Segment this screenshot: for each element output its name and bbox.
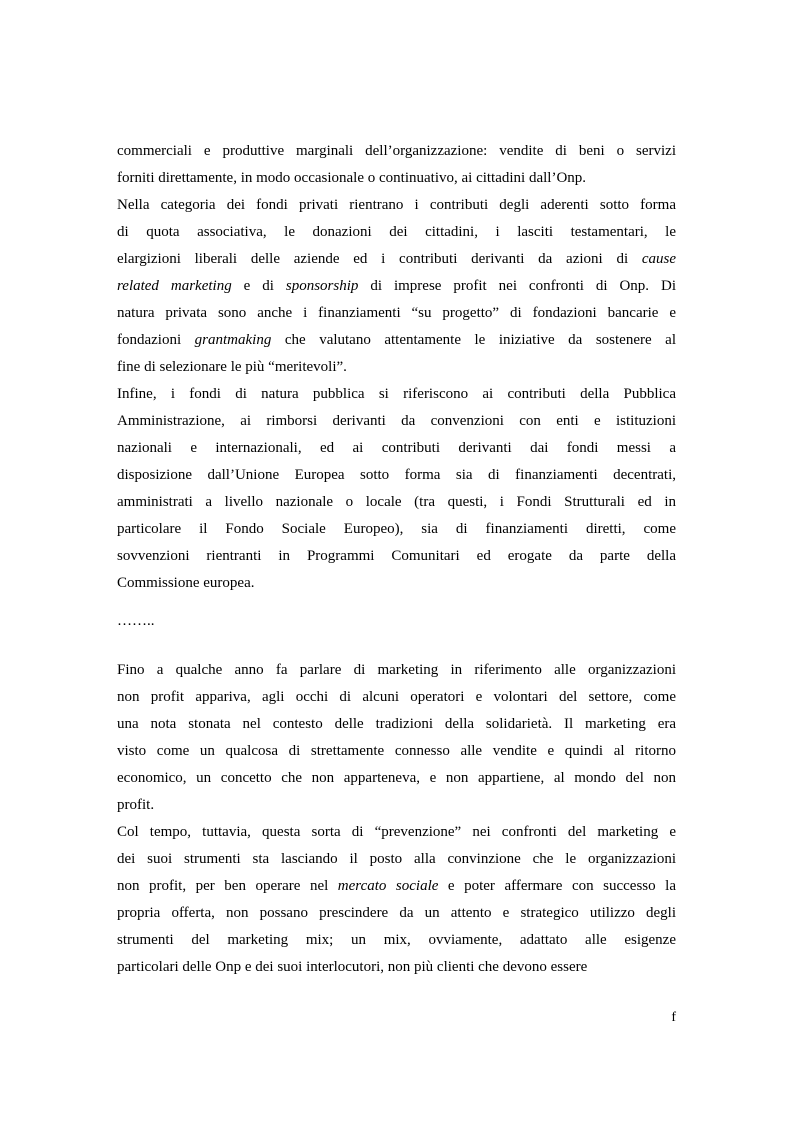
text-line: particolare il Fondo Sociale Europeo), sia di finanziamenti diretti, come	[117, 521, 676, 537]
text-line: economico, un concetto che non apparteneva, e non appartiene, al mondo del non	[117, 770, 676, 786]
text-line: fine di selezionare le più “meritevoli”.	[117, 359, 347, 375]
text-line: elargizioni liberali delle aziende ed i contributi derivanti da azioni di cause	[117, 251, 676, 267]
text-line: amministrati a livello nazionale o locale (tra questi, i Fondi Strutturali ed in	[117, 494, 676, 510]
text-line: Commissione europea.	[117, 575, 255, 591]
spacer	[117, 635, 676, 657]
paragraph	[117, 138, 676, 192]
text-line: visto come un qualcosa di strettamente connesso alle vendite e quindi al ritorno	[117, 743, 676, 759]
text-line: fondazioni grantmaking che valutano attentamente le iniziative da sostenere al	[117, 332, 676, 348]
text-line: nazionali e internazionali, ed ai contributi derivanti dai fondi messi a	[117, 440, 676, 456]
ellipsis-separator: ……..	[117, 613, 155, 629]
text-line: disposizione dall’Unione Europea sotto forma sia di finanziamenti decentrati,	[117, 467, 676, 483]
section-funding	[117, 138, 676, 597]
text-line: non profit, per ben operare nel mercato sociale e poter affermare con successo la	[117, 878, 676, 894]
text-line: Nella categoria dei fondi privati rientrano i contributi degli aderenti sotto forma	[117, 197, 676, 213]
text-line: Col tempo, tuttavia, questa sorta di “prevenzione” nei confronti del marketing e	[117, 824, 676, 840]
text-line: Fino a qualche anno fa parlare di marketing in riferimento alle organizzazioni	[117, 662, 676, 678]
text-line: forniti direttamente, in modo occasionale o continuativo, ai cittadini dall’Onp.	[117, 170, 587, 186]
text-line: natura privata sono anche i finanziamenti “su progetto” di fondazioni bancarie e	[117, 305, 676, 321]
paragraph	[117, 657, 676, 819]
body-text	[117, 138, 676, 981]
text-line: commerciali e produttive marginali dell’organizzazione: vendite di beni o servizi	[117, 143, 676, 159]
text-line: strumenti del marketing mix; un mix, ovviamente, adattato alle esigenze	[117, 932, 676, 948]
page-number: f	[671, 1010, 676, 1025]
text-line: related marketing e di sponsorship di imprese profit nei confronti di Onp. Di	[117, 278, 676, 294]
text-line: non profit appariva, agli occhi di alcuni operatori e volontari del settore, come	[117, 689, 676, 705]
text-line: profit.	[117, 797, 155, 813]
paragraph	[117, 819, 676, 981]
spacer	[117, 597, 676, 608]
text-line: Infine, i fondi di natura pubblica si riferiscono ai contributi della Pubblica	[117, 386, 676, 402]
text-line: Amministrazione, ai rimborsi derivanti da convenzioni con enti e istituzioni	[117, 413, 676, 429]
section-marketing	[117, 657, 676, 981]
text-line: una nota stonata nel contesto delle tradizioni della solidarietà. Il marketing era	[117, 716, 676, 732]
text-line: propria offerta, non possano prescindere da un attento e strategico utilizzo degli	[117, 905, 676, 921]
text-line: particolari delle Onp e dei suoi interlocutori, non più clienti che devono essere	[117, 959, 588, 975]
text-line: di quota associativa, le donazioni dei cittadini, i lasciti testamentari, le	[117, 224, 676, 240]
paragraph	[117, 192, 676, 381]
text-line: dei suoi strumenti sta lasciando il posto alla convinzione che le organizzazioni	[117, 851, 676, 867]
paragraph	[117, 381, 676, 597]
text-line: sovvenzioni rientranti in Programmi Comunitari ed erogate da parte della	[117, 548, 676, 564]
